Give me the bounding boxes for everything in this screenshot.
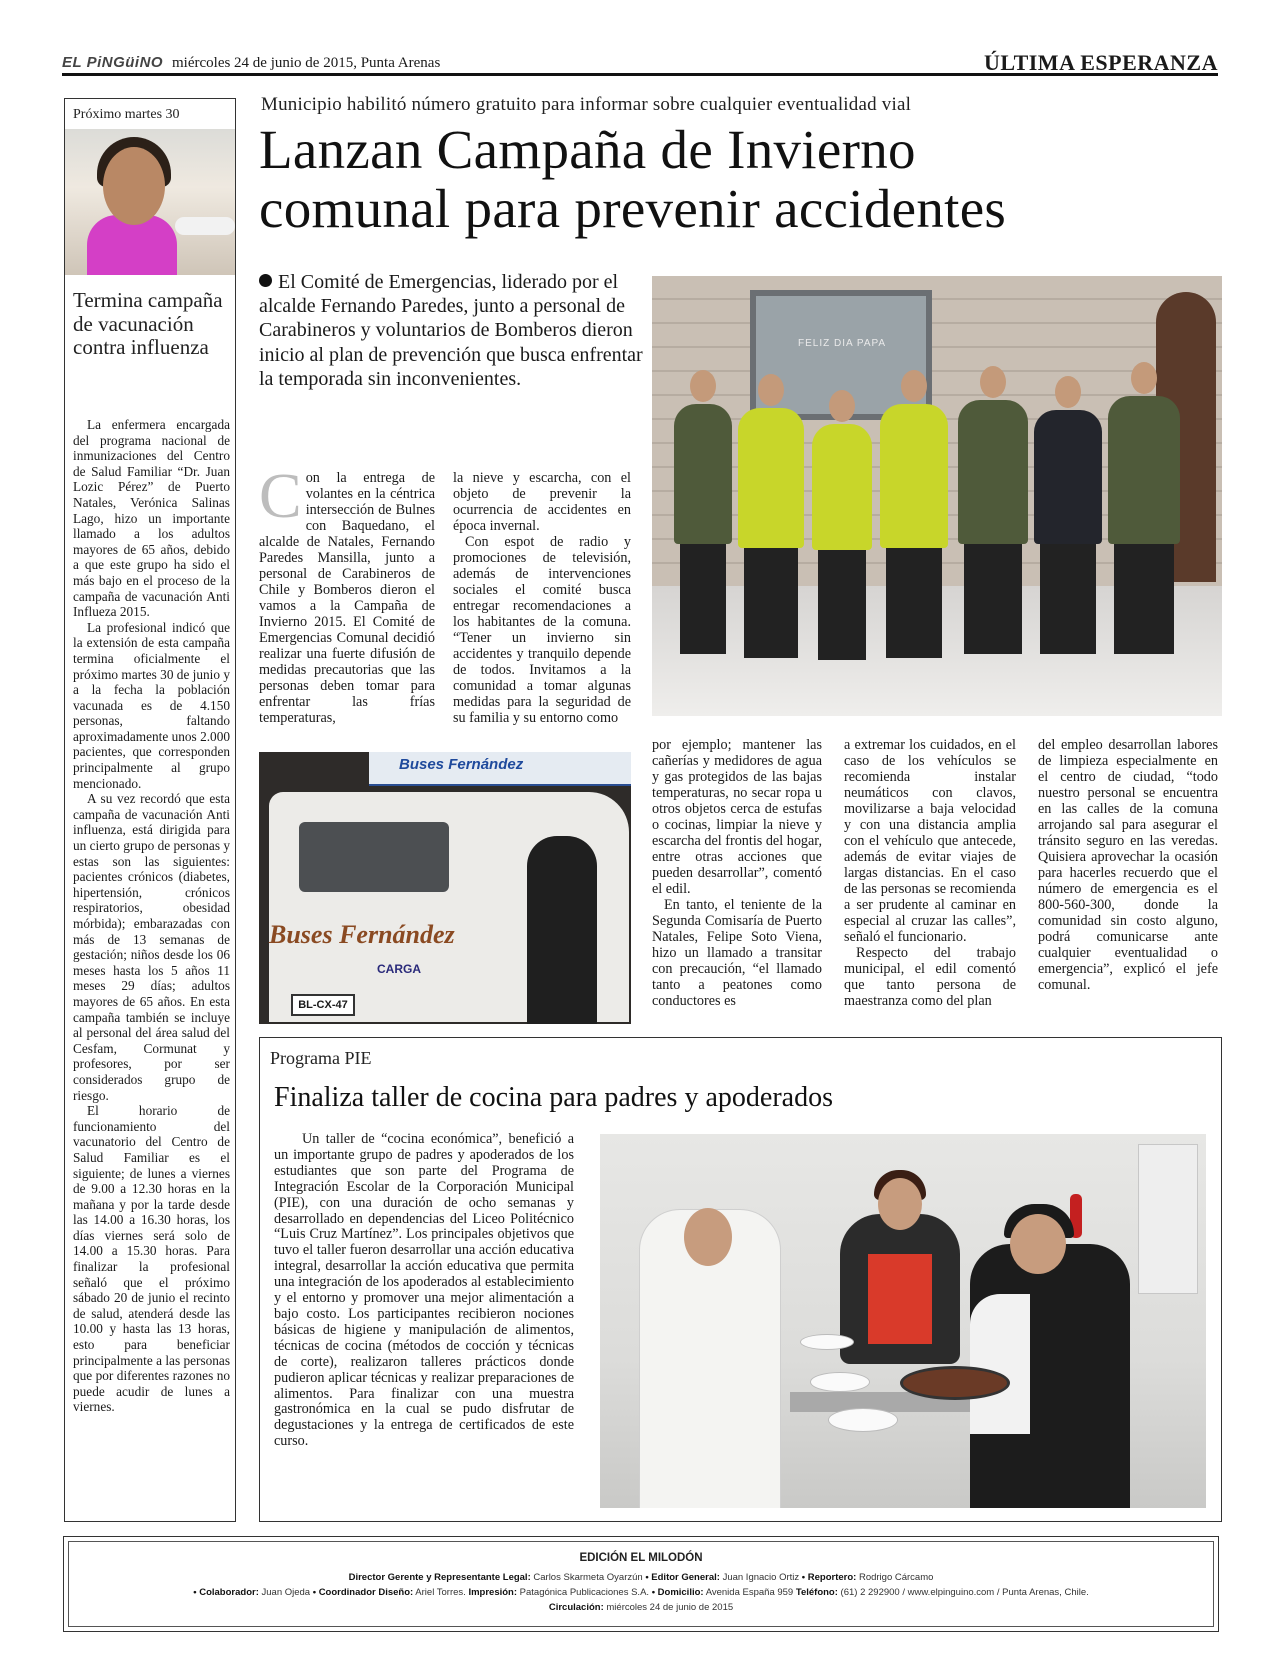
article-paragraph: En tanto, el teniente de la Segunda Comisaría de Puerto Natales, Felipe Soto Viena, hizo un llamado a transitar con precaución, “el llamado tanto a peatones como conductores es	[652, 897, 822, 1009]
pie-headline: Finaliza taller de cocina para padres y apoderados	[274, 1082, 833, 1113]
article-headline	[259, 120, 1219, 238]
article-lead	[259, 270, 644, 391]
nurse-photo	[65, 129, 235, 275]
page-header	[62, 50, 1218, 76]
headline-line: Lanzan Campaña de Invierno	[259, 119, 916, 180]
sidebar-headline: Termina campaña de vacunación contra influenza	[73, 288, 223, 359]
dateline: miércoles 24 de junio de 2015, Punta Arenas	[172, 55, 441, 71]
credits-line: • Colaborador: Juan Ojeda • Coordinador Diseño: Ariel Torres. Impresión: Patagónica Publicaciones S.A. • Domicilio: Avenida España 959 Teléfono: (61) 2 292900 / www.elpinguino.com / Punta Arenas, Chile.	[193, 1587, 1089, 1598]
article-column-3	[652, 737, 822, 1009]
emergency-committee-photo	[652, 276, 1222, 716]
bullet-icon	[259, 274, 272, 287]
sidebar-body	[73, 417, 230, 1415]
pie-paragraph: Un taller de “cocina económica”, benefició a un importante grupo de padres y apoderados de los estudiantes que son parte del Programa de Integración Escolar de la Corporación Municipal (PIE), con una duración de ocho semanas y desarrollado en dependencias del Liceo Politécnico “Luis Cruz Martínez”. Los principales objetivos que tuvo el taller fueron desarrollar una acción educativa integral, desarrollar la acción educativa que permita una integración de los apoderados al establecimiento y el entorno y promover una mejor alimentación a bajo costo. Los participantes recibieron nociones básicas de higiene y manipulación de alimentos, técnicas de cocina (métodos de cocción y técnicas de corte), realizaron talleres prácticos donde pudieron aplicar técnicas y realizar preparaciones de alimentos. Para finalizar con una muestra gastronómica en la cual se pudo disfrutar de degustaciones y la entrega de certificados de este curso.	[274, 1131, 574, 1450]
sidebar-paragraph: El horario de funcionamiento del vacunatorio del Centro de Salud Familiar es el siguiente; de lunes a viernes de 9.00 a 12.30 horas en la mañana y por la tarde desde las 14.00 a 16.30 horas, los días viernes será solo de 14.00 a 15.30 horas. Para finalizar la profesional señaló que el próximo sábado 20 de junio el recinto de salud, atenderá desde las 10.00 y hasta las 13 horas, esto para beneficiar principalmente a las personas que por diferentes razones no puede acudir de lunes a viernes.	[73, 1103, 230, 1415]
van-banner-text: Buses Fernández	[399, 756, 524, 773]
article-paragraph: a extremar los cuidados, en el caso de los vehículos se recomienda instalar neumáticos con clavos, movilizarse a baja velocidad y con una distancia amplia con el vehículo que antecede, además de evitar viajes de largas distancias. En el caso de las personas se recomienda a ser prudente al caminar en especial al cruzar las calles”, señaló el funcionario.	[844, 737, 1016, 945]
article-paragraph: por ejemplo; mantener las cañerías y medidores de agua y gas protegidos de las bajas temperaturas, no secar ropa u otros objetos cerca de estufas o cocinas, limpiar la nieve y escarcha del frontis del hogar, entre otras acciones que pueden desarrollar”, comentó el edil.	[652, 737, 823, 897]
van-carga-label: CARGA	[377, 962, 421, 976]
pie-body	[274, 1132, 574, 1450]
lead-text: El Comité de Emergencias, liderado por el alcalde Fernando Paredes, junto a personal de Carabineros y voluntarios de Bomberos dieron inicio al plan de prevención que busca enfrentar la temporada sin inconvenientes.	[259, 271, 643, 390]
section-title: ÚLTIMA ESPERANZA	[984, 50, 1218, 75]
credits-line: Circulación: miércoles 24 de junio de 2015	[548, 1602, 734, 1613]
license-plate: BL-CX-47	[291, 994, 355, 1016]
article-paragraph: Con espot de radio y promociones de televisión, además de intervenciones sociales el comité busca entregar recomendaciones a los habitantes de la comuna. “Tener un invierno sin accidentes y tranquilo depende de todos. Invitamos a la comunidad a tomar algunas medidas para la seguridad de su familia y su entorno como	[453, 534, 631, 726]
article-paragraph: del empleo desarrollan labores de limpieza especialmente en el centro de ciudad, “todo nuestro personal se encuentra en las calles de la comuna arrojando sal para asegurar el tránsito seguro en las veredas. Quisiera aprovechar la ocasión para hacerles recuerdo que el número de emergencia es el 800-560-300, donde la comunidad sin costo alguno, podrá comunicarse ante cualquier eventualidad o emergencia”, explicó el jefe comunal.	[1038, 737, 1218, 993]
article-subhead: Municipio habilitó número gratuito para informar sobre cualquier eventualidad vial	[261, 94, 912, 115]
van-logo-text: Buses Fernández	[269, 920, 455, 949]
credits-footer	[63, 1536, 1219, 1632]
article-column-1	[259, 460, 435, 726]
cooking-workshop-photo	[600, 1134, 1206, 1508]
pie-article-box	[259, 1037, 1222, 1522]
pie-kicker: Programa PIE	[270, 1048, 372, 1068]
article-paragraph: Respecto del trabajo municipal, el edil comentó que tanto persona de maestranza como del plan	[844, 945, 1016, 1009]
sidebar-paragraph: A su vez recordó que esta campaña de vacunación Anti influenza, está dirigida para un cierto grupo de personas y estas son las siguientes: pacientes crónicos (diabetes, hipertensión, crónicos respiratorios, obesidad mórbida); embarazadas con más de 13 semanas de gestación; niños desde los 06 meses hasta los 5 años 11 meses 29 días; adultos mayores de 65 años. En esta campaña también se incluye al personal del área salud del Cesfam, Cormunat y profesores, por ser considerados grupo de riesgo.	[73, 791, 230, 1103]
sidebar-paragraph: La enfermera encargada del programa nacional de inmunizaciones del Centro de Salud Familiar “Dr. Juan Lozic Pérez” de Puerto Natales, Verónica Salinas Lago, hizo un importante llamado a los adultos mayores de 65 años, debido a que este grupo ha sido el más bajo en el proceso de la campaña de vacunación Anti Influeza 2015.	[73, 417, 230, 620]
article-column-2	[453, 470, 631, 726]
sidebar-article	[64, 98, 236, 1522]
footer-title: EDICIÓN EL MILODÓN	[579, 1552, 703, 1564]
masthead-logo: EL PiNGüiNO	[62, 54, 164, 71]
sidebar-kicker: Próximo martes 30	[73, 107, 180, 122]
headline-line: comunal para prevenir accidentes	[259, 178, 1007, 239]
sidebar-paragraph: La profesional indicó que la extensión de esta campaña termina oficialmente el próximo martes 30 de junio y a la fecha la población vacunada es de 4.150 personas, faltando aproximadamente unos 2.000 pacientes, que corresponden principalmente al grupo mencionado.	[73, 619, 230, 791]
van-photo	[259, 752, 631, 1024]
article-column-4	[844, 737, 1016, 1009]
article-paragraph: la nieve y escarcha, con el objeto de prevenir la ocurrencia de accidentes en época invernal.	[453, 470, 631, 534]
drop-cap: C	[259, 460, 302, 531]
article-column-5	[1038, 737, 1218, 993]
credits-line: Director Gerente y Representante Legal: Carlos Skarmeta Oyarzún • Editor General: Juan Ignacio Ortiz • Reportero: Rodrigo Cárcamo	[348, 1572, 934, 1583]
article-paragraph: on la entrega de volantes en la céntrica intersección de Bulnes con Baquedano, el alcalde de Natales, Fernando Paredes Mansilla, junto a personal de Carabineros de Chile y Bomberos dieron el vamos a la Campaña de Invierno 2015. El Comité de Emergencias Comunal decidió realizar una fuerte difusión de medidas precautorias que las personas deben tomar para enfrentar las frías temperaturas,	[259, 470, 435, 726]
shop-sign: FELIZ DIA PAPA	[798, 338, 887, 349]
